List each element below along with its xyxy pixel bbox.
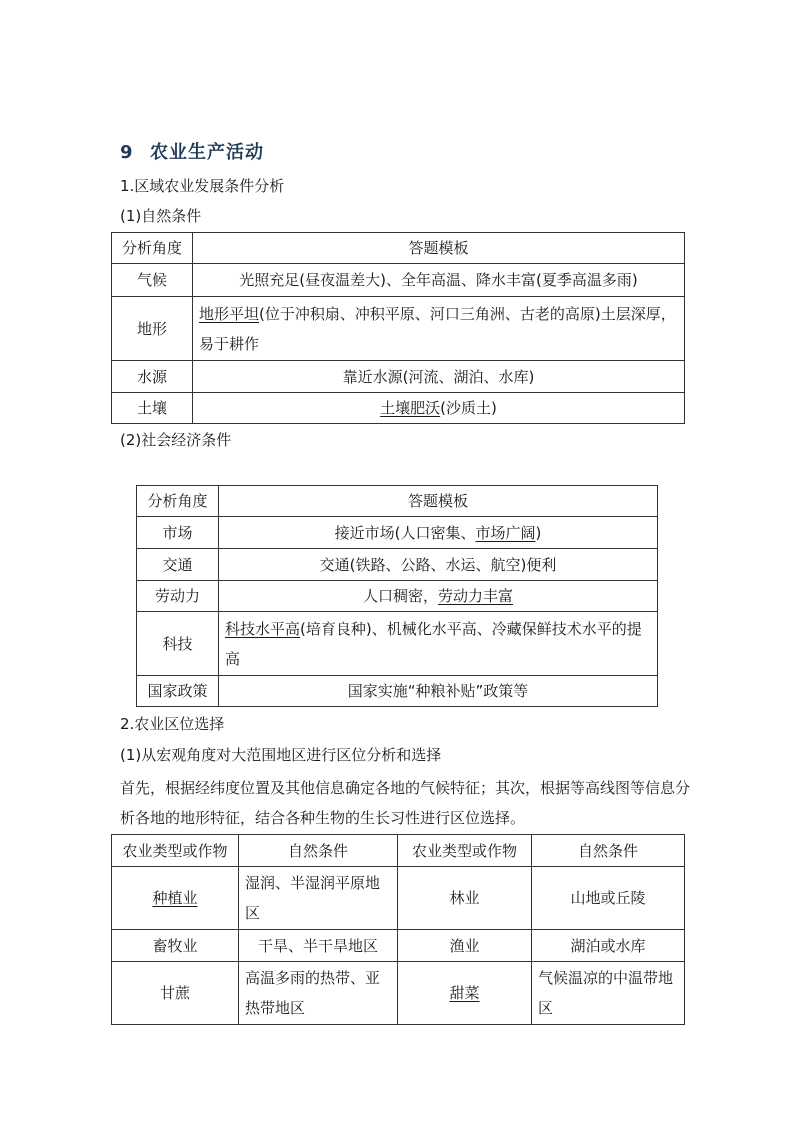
row-value: 气候温凉的中温带地区 xyxy=(532,962,685,1025)
row-key: 气候 xyxy=(112,264,193,297)
table-header-row xyxy=(137,486,658,517)
col-header: 答题模板 xyxy=(193,233,685,264)
table-row xyxy=(137,549,658,581)
row-value xyxy=(193,393,685,424)
row-key: 国家政策 xyxy=(137,676,219,707)
table-row xyxy=(112,867,685,930)
row-value: 靠近水源(河流、湖泊、水库) xyxy=(193,361,685,393)
section-title-text: 农业生产活动 xyxy=(150,142,264,163)
table-row xyxy=(112,297,685,361)
subheading-natural: (1)自然条件 xyxy=(120,207,202,225)
row-value: 湿润、半湿润平原地区 xyxy=(239,867,398,930)
table-row xyxy=(112,962,685,1025)
table-row xyxy=(112,264,685,297)
row-value: 山地或丘陵 xyxy=(532,867,685,930)
subheading-macro: (1)从宏观角度对大范围地区进行区位分析和选择 xyxy=(120,746,442,764)
key-phrase: 甜菜 xyxy=(449,984,480,1002)
key-phrase: 市场广阔 xyxy=(475,523,536,542)
row-key: 水源 xyxy=(112,361,193,393)
paragraph: 首先，根据经纬度位置及其他信息确定各地的气候特征；其次，根据等高线图等信息分析各地的地形特征，结合各种生物的生长习性进行区位选择。 xyxy=(120,779,691,827)
section-title xyxy=(120,138,264,164)
table-row xyxy=(112,930,685,962)
subheading-social: (2)社会经济条件 xyxy=(120,431,232,449)
natural-conditions-table xyxy=(111,232,685,424)
table-row xyxy=(137,676,658,707)
col-header: 自然条件 xyxy=(532,835,685,867)
row-value xyxy=(219,581,658,612)
row-value-text: 人口稠密， xyxy=(362,587,438,605)
row-value xyxy=(219,517,658,549)
row-key: 林业 xyxy=(398,867,532,930)
row-value-text: 接近市场(人口密集、 xyxy=(334,523,476,542)
row-key: 交通 xyxy=(137,549,219,581)
key-phrase: 劳动力丰富 xyxy=(438,587,514,605)
col-header: 农业类型或作物 xyxy=(398,835,532,867)
agriculture-location-table xyxy=(111,834,685,1025)
row-value-text: ) xyxy=(535,523,542,542)
row-key: 畜牧业 xyxy=(112,930,239,962)
table-row xyxy=(112,393,685,424)
col-header: 分析角度 xyxy=(112,233,193,264)
row-value-text: (位于冲积扇、冲积平原、河口三角洲、古老的高原)土层深厚，易于耕作 xyxy=(199,304,676,353)
table-header-row xyxy=(112,233,685,264)
row-value: 湖泊或水库 xyxy=(532,930,685,962)
row-key: 甘蔗 xyxy=(112,962,239,1025)
col-header: 自然条件 xyxy=(239,835,398,867)
table-row xyxy=(137,581,658,612)
col-header: 答题模板 xyxy=(219,486,658,517)
row-value: 高温多雨的热带、亚热带地区 xyxy=(239,962,398,1025)
section-number: 9 xyxy=(120,142,134,163)
table-row xyxy=(137,612,658,676)
row-key: 地形 xyxy=(112,297,193,361)
row-value: 交通(铁路、公路、水运、航空)便利 xyxy=(219,549,658,581)
table-header-row xyxy=(112,835,685,867)
row-key: 渔业 xyxy=(398,930,532,962)
row-key xyxy=(112,867,239,930)
key-phrase: 种植业 xyxy=(152,889,198,907)
table-row xyxy=(137,517,658,549)
row-value-text: (培育良种)、机械化水平高、冷藏保鲜技术水平的提高 xyxy=(225,619,642,668)
key-phrase: 科技水平高 xyxy=(225,619,301,638)
row-key: 土壤 xyxy=(112,393,193,424)
row-key: 科技 xyxy=(137,612,219,676)
row-value: 干旱、半干旱地区 xyxy=(239,930,398,962)
row-value xyxy=(193,297,685,361)
row-value: 光照充足(昼夜温差大)、全年高温、降水丰富(夏季高温多雨) xyxy=(193,264,685,297)
key-phrase: 地形平坦 xyxy=(199,304,260,323)
social-conditions-table xyxy=(136,485,658,707)
row-key: 劳动力 xyxy=(137,581,219,612)
heading-2: 2.农业区位选择 xyxy=(120,715,225,733)
row-value-text: (沙质土) xyxy=(440,399,497,417)
table-row xyxy=(112,361,685,393)
key-phrase: 土壤肥沃 xyxy=(380,399,441,417)
row-value xyxy=(219,612,658,676)
col-header: 分析角度 xyxy=(137,486,219,517)
row-key xyxy=(398,962,532,1025)
row-value: 国家实施“种粮补贴”政策等 xyxy=(219,676,658,707)
heading-1: 1.区域农业发展条件分析 xyxy=(120,177,285,195)
row-key: 市场 xyxy=(137,517,219,549)
col-header: 农业类型或作物 xyxy=(112,835,239,867)
